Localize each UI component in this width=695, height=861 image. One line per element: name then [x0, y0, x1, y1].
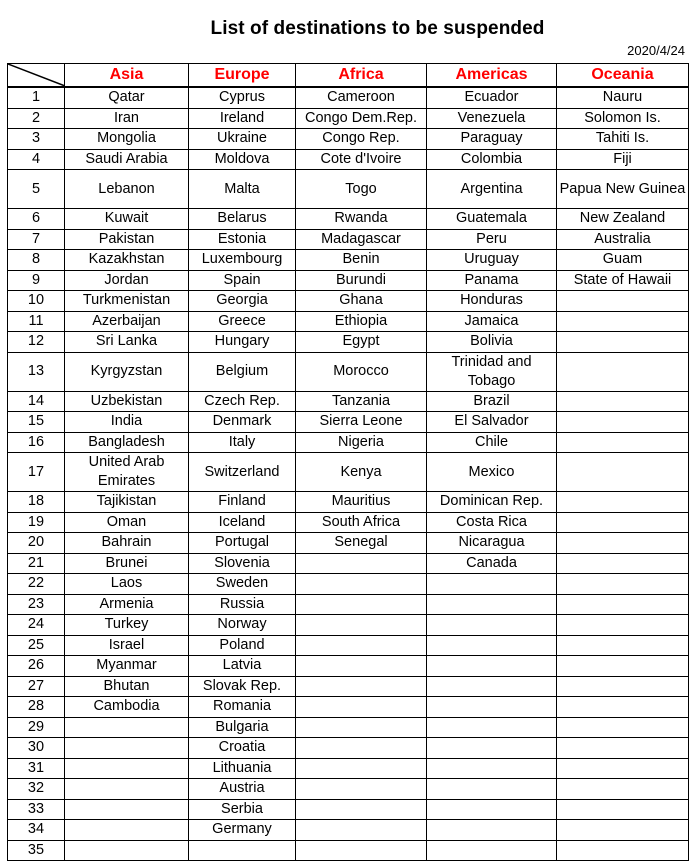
cell-oceania — [557, 635, 689, 656]
cell-asia — [65, 799, 189, 820]
cell-oceania: Solomon Is. — [557, 108, 689, 129]
table-row — [8, 656, 689, 677]
cell-africa: Egypt — [296, 332, 427, 353]
cell-europe: Latvia — [189, 656, 296, 677]
cell-africa: Nigeria — [296, 432, 427, 453]
cell-asia: Bhutan — [65, 676, 189, 697]
cell-americas: Mexico — [427, 453, 557, 492]
cell-americas — [427, 697, 557, 718]
cell-americas: Argentina — [427, 170, 557, 209]
cell-asia: Mongolia — [65, 129, 189, 150]
cell-africa: Burundi — [296, 270, 427, 291]
cell-europe: Belgium — [189, 352, 296, 391]
cell-asia: Bahrain — [65, 533, 189, 554]
cell-africa — [296, 594, 427, 615]
cell-oceania — [557, 352, 689, 391]
cell-oceania — [557, 391, 689, 412]
cell-africa: Madagascar — [296, 229, 427, 250]
table-header-row — [8, 64, 689, 88]
cell-europe: Ukraine — [189, 129, 296, 150]
cell-europe: Norway — [189, 615, 296, 636]
cell-asia: Lebanon — [65, 170, 189, 209]
cell-europe: Luxembourg — [189, 250, 296, 271]
row-number: 11 — [8, 311, 65, 332]
cell-asia: Myanmar — [65, 656, 189, 677]
cell-asia: Saudi Arabia — [65, 149, 189, 170]
cell-europe: Sweden — [189, 574, 296, 595]
row-number: 5 — [8, 170, 65, 209]
table-row — [8, 492, 689, 513]
corner-cell — [8, 64, 65, 88]
cell-asia: Kuwait — [65, 209, 189, 230]
table-row — [8, 717, 689, 738]
row-number: 22 — [8, 574, 65, 595]
table-row — [8, 697, 689, 718]
cell-americas: Brazil — [427, 391, 557, 412]
cell-europe: Iceland — [189, 512, 296, 533]
cell-americas — [427, 738, 557, 759]
table-row — [8, 594, 689, 615]
cell-europe: Serbia — [189, 799, 296, 820]
cell-asia: Laos — [65, 574, 189, 595]
cell-americas — [427, 615, 557, 636]
cell-oceania — [557, 432, 689, 453]
cell-americas: Panama — [427, 270, 557, 291]
cell-africa — [296, 676, 427, 697]
column-header-americas: Americas — [427, 64, 557, 88]
cell-americas — [427, 594, 557, 615]
row-number: 32 — [8, 779, 65, 800]
table-body — [8, 87, 689, 861]
cell-americas — [427, 840, 557, 861]
cell-oceania — [557, 574, 689, 595]
table-row — [8, 270, 689, 291]
cell-oceania — [557, 615, 689, 636]
cell-oceania — [557, 311, 689, 332]
column-header-africa: Africa — [296, 64, 427, 88]
cell-americas — [427, 820, 557, 841]
cell-asia — [65, 779, 189, 800]
row-number: 26 — [8, 656, 65, 677]
cell-americas: Chile — [427, 432, 557, 453]
cell-africa — [296, 697, 427, 718]
cell-asia: United Arab Emirates — [65, 453, 189, 492]
cell-americas: Trinidad and Tobago — [427, 352, 557, 391]
cell-oceania: Nauru — [557, 87, 689, 108]
cell-europe: Cyprus — [189, 87, 296, 108]
cell-oceania — [557, 799, 689, 820]
row-number: 30 — [8, 738, 65, 759]
cell-americas — [427, 799, 557, 820]
cell-asia: Oman — [65, 512, 189, 533]
cell-oceania — [557, 512, 689, 533]
row-number: 13 — [8, 352, 65, 391]
cell-americas: Guatemala — [427, 209, 557, 230]
cell-oceania: Papua New Guinea — [557, 170, 689, 209]
cell-oceania — [557, 594, 689, 615]
table-row — [8, 574, 689, 595]
cell-americas: Canada — [427, 553, 557, 574]
cell-oceania: New Zealand — [557, 209, 689, 230]
table-row — [8, 229, 689, 250]
cell-oceania — [557, 676, 689, 697]
cell-oceania — [557, 492, 689, 513]
cell-africa: Ghana — [296, 291, 427, 312]
cell-oceania — [557, 697, 689, 718]
cell-europe: Moldova — [189, 149, 296, 170]
row-number: 20 — [8, 533, 65, 554]
cell-asia: Turkey — [65, 615, 189, 636]
table-row — [8, 412, 689, 433]
row-number: 24 — [8, 615, 65, 636]
cell-africa: Sierra Leone — [296, 412, 427, 433]
row-number: 1 — [8, 87, 65, 108]
cell-asia: Brunei — [65, 553, 189, 574]
cell-africa — [296, 758, 427, 779]
table-row — [8, 149, 689, 170]
table-row — [8, 311, 689, 332]
row-number: 2 — [8, 108, 65, 129]
row-number: 9 — [8, 270, 65, 291]
table-row — [8, 129, 689, 150]
document-date: 2020/4/24 — [627, 43, 685, 58]
cell-oceania: Fiji — [557, 149, 689, 170]
row-number: 17 — [8, 453, 65, 492]
row-number: 35 — [8, 840, 65, 861]
table-row — [8, 840, 689, 861]
row-number: 3 — [8, 129, 65, 150]
row-number: 28 — [8, 697, 65, 718]
cell-europe: Malta — [189, 170, 296, 209]
cell-oceania — [557, 738, 689, 759]
cell-asia: Israel — [65, 635, 189, 656]
cell-asia: Azerbaijan — [65, 311, 189, 332]
cell-asia: Turkmenistan — [65, 291, 189, 312]
table-row — [8, 615, 689, 636]
cell-europe: Poland — [189, 635, 296, 656]
cell-oceania — [557, 453, 689, 492]
table-row — [8, 676, 689, 697]
cell-europe: Hungary — [189, 332, 296, 353]
row-number: 34 — [8, 820, 65, 841]
table-row — [8, 453, 689, 492]
cell-africa — [296, 615, 427, 636]
table-row — [8, 779, 689, 800]
cell-africa: Ethiopia — [296, 311, 427, 332]
cell-americas: Paraguay — [427, 129, 557, 150]
cell-asia: Bangladesh — [65, 432, 189, 453]
cell-asia: Iran — [65, 108, 189, 129]
cell-europe: Bulgaria — [189, 717, 296, 738]
cell-americas: Peru — [427, 229, 557, 250]
cell-americas: Venezuela — [427, 108, 557, 129]
cell-europe: Croatia — [189, 738, 296, 759]
row-number: 21 — [8, 553, 65, 574]
row-number: 29 — [8, 717, 65, 738]
cell-africa — [296, 840, 427, 861]
cell-africa — [296, 553, 427, 574]
cell-americas: Nicaragua — [427, 533, 557, 554]
cell-oceania — [557, 412, 689, 433]
row-number: 6 — [8, 209, 65, 230]
cell-africa: Togo — [296, 170, 427, 209]
cell-americas: Costa Rica — [427, 512, 557, 533]
table-row — [8, 432, 689, 453]
cell-europe: Lithuania — [189, 758, 296, 779]
cell-europe: Slovenia — [189, 553, 296, 574]
cell-asia: India — [65, 412, 189, 433]
cell-oceania — [557, 717, 689, 738]
cell-americas — [427, 656, 557, 677]
cell-europe: Austria — [189, 779, 296, 800]
page-title: List of destinations to be suspended — [210, 18, 545, 39]
cell-oceania: Australia — [557, 229, 689, 250]
cell-europe: Greece — [189, 311, 296, 332]
column-header-asia: Asia — [65, 64, 189, 88]
cell-europe: Spain — [189, 270, 296, 291]
cell-americas: Ecuador — [427, 87, 557, 108]
cell-asia — [65, 820, 189, 841]
cell-europe: Belarus — [189, 209, 296, 230]
cell-africa — [296, 574, 427, 595]
cell-africa: Congo Rep. — [296, 129, 427, 150]
cell-asia: Kazakhstan — [65, 250, 189, 271]
table-row — [8, 170, 689, 209]
table-row — [8, 291, 689, 312]
cell-asia: Armenia — [65, 594, 189, 615]
cell-europe: Portugal — [189, 533, 296, 554]
cell-asia: Sri Lanka — [65, 332, 189, 353]
cell-oceania: Tahiti Is. — [557, 129, 689, 150]
table-row — [8, 512, 689, 533]
cell-europe: Georgia — [189, 291, 296, 312]
cell-europe: Russia — [189, 594, 296, 615]
cell-americas: Uruguay — [427, 250, 557, 271]
table-row — [8, 391, 689, 412]
cell-africa — [296, 779, 427, 800]
cell-oceania — [557, 553, 689, 574]
table-row — [8, 87, 689, 108]
cell-oceania — [557, 291, 689, 312]
cell-africa: Kenya — [296, 453, 427, 492]
cell-africa: Benin — [296, 250, 427, 271]
table-row — [8, 553, 689, 574]
row-number: 14 — [8, 391, 65, 412]
cell-europe: Romania — [189, 697, 296, 718]
table-row — [8, 758, 689, 779]
cell-europe: Italy — [189, 432, 296, 453]
cell-americas — [427, 676, 557, 697]
cell-asia: Cambodia — [65, 697, 189, 718]
cell-europe: Denmark — [189, 412, 296, 433]
row-number: 25 — [8, 635, 65, 656]
cell-oceania — [557, 758, 689, 779]
cell-africa: Congo Dem.Rep. — [296, 108, 427, 129]
column-header-europe: Europe — [189, 64, 296, 88]
cell-oceania: Guam — [557, 250, 689, 271]
table-row — [8, 209, 689, 230]
cell-americas: Colombia — [427, 149, 557, 170]
cell-asia: Tajikistan — [65, 492, 189, 513]
table-row — [8, 352, 689, 391]
cell-europe: Slovak Rep. — [189, 676, 296, 697]
table-row — [8, 738, 689, 759]
row-number: 12 — [8, 332, 65, 353]
cell-americas — [427, 717, 557, 738]
cell-americas: Honduras — [427, 291, 557, 312]
cell-africa — [296, 799, 427, 820]
cell-africa — [296, 820, 427, 841]
row-number: 27 — [8, 676, 65, 697]
cell-americas — [427, 574, 557, 595]
row-number: 7 — [8, 229, 65, 250]
row-number: 10 — [8, 291, 65, 312]
cell-europe: Germany — [189, 820, 296, 841]
cell-africa: South Africa — [296, 512, 427, 533]
diagonal-line — [8, 64, 65, 86]
cell-africa — [296, 635, 427, 656]
row-number: 16 — [8, 432, 65, 453]
cell-africa: Tanzania — [296, 391, 427, 412]
table-row — [8, 332, 689, 353]
cell-asia — [65, 738, 189, 759]
cell-oceania — [557, 840, 689, 861]
cell-africa: Senegal — [296, 533, 427, 554]
row-number: 19 — [8, 512, 65, 533]
cell-africa: Cameroon — [296, 87, 427, 108]
row-number: 23 — [8, 594, 65, 615]
cell-africa: Rwanda — [296, 209, 427, 230]
table-row — [8, 250, 689, 271]
cell-oceania — [557, 779, 689, 800]
cell-americas — [427, 758, 557, 779]
cell-asia: Qatar — [65, 87, 189, 108]
row-number: 33 — [8, 799, 65, 820]
destinations-table — [7, 63, 689, 861]
cell-americas — [427, 635, 557, 656]
cell-americas: Jamaica — [427, 311, 557, 332]
cell-europe: Estonia — [189, 229, 296, 250]
cell-asia — [65, 758, 189, 779]
cell-europe: Finland — [189, 492, 296, 513]
cell-oceania — [557, 656, 689, 677]
table-row — [8, 108, 689, 129]
cell-africa — [296, 738, 427, 759]
cell-oceania: State of Hawaii — [557, 270, 689, 291]
cell-americas: Bolivia — [427, 332, 557, 353]
cell-asia: Jordan — [65, 270, 189, 291]
cell-europe: Czech Rep. — [189, 391, 296, 412]
cell-oceania — [557, 332, 689, 353]
cell-oceania — [557, 820, 689, 841]
cell-americas: El Salvador — [427, 412, 557, 433]
cell-africa — [296, 717, 427, 738]
cell-asia: Pakistan — [65, 229, 189, 250]
table-row — [8, 820, 689, 841]
cell-asia: Kyrgyzstan — [65, 352, 189, 391]
cell-europe — [189, 840, 296, 861]
cell-asia — [65, 717, 189, 738]
row-number: 31 — [8, 758, 65, 779]
row-number: 18 — [8, 492, 65, 513]
column-header-oceania: Oceania — [557, 64, 689, 88]
cell-asia: Uzbekistan — [65, 391, 189, 412]
cell-americas: Dominican Rep. — [427, 492, 557, 513]
cell-africa — [296, 656, 427, 677]
cell-africa: Cote d'Ivoire — [296, 149, 427, 170]
cell-africa: Morocco — [296, 352, 427, 391]
cell-americas — [427, 779, 557, 800]
row-number: 15 — [8, 412, 65, 433]
table-row — [8, 533, 689, 554]
cell-europe: Ireland — [189, 108, 296, 129]
cell-africa: Mauritius — [296, 492, 427, 513]
row-number: 8 — [8, 250, 65, 271]
row-number: 4 — [8, 149, 65, 170]
cell-asia — [65, 840, 189, 861]
cell-europe: Switzerland — [189, 453, 296, 492]
cell-oceania — [557, 533, 689, 554]
table-row — [8, 635, 689, 656]
table-row — [8, 799, 689, 820]
